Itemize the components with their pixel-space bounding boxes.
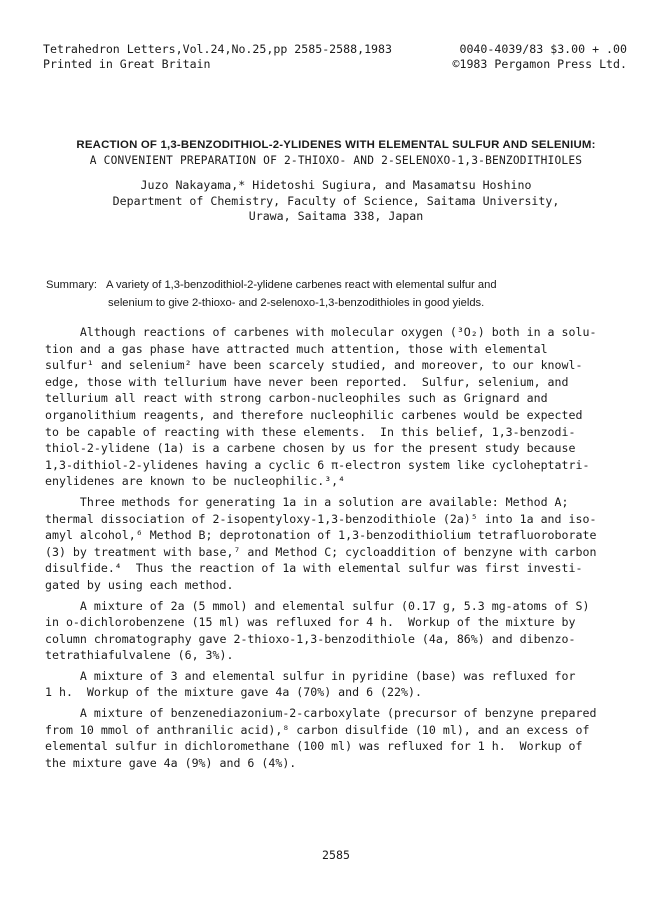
text-line: amyl alcohol,⁶ Method B; deprotonation of 1,3-benzodithiolium tetrafluoroborate — [45, 528, 597, 543]
page-number: 2585 — [322, 848, 350, 862]
text-line: edge, those with tellurium have never been reported. Sulfur, selenium, and — [45, 374, 569, 389]
paragraph — [45, 598, 635, 664]
text-line: Three methods for generating 1a in a solution are available: Method A; — [45, 494, 569, 509]
paragraph — [45, 705, 635, 771]
journal-citation: Tetrahedron Letters,Vol.24,No.25,pp 2585-2588,1983 — [43, 42, 393, 56]
paragraph — [45, 324, 635, 490]
text-line: tion and a gas phase have attracted much attention, those with elemental — [45, 341, 548, 356]
text-line: elemental sulfur in dichloromethane (100 ml) was refluxed for 1 h. Workup of — [45, 739, 583, 754]
text-line: to be capable of reacting with these elements. In this belief, 1,3-benzodi- — [45, 424, 576, 439]
journal-header — [43, 42, 627, 72]
summary — [46, 276, 646, 312]
title-line-1: REACTION OF 1,3-BENZODITHIOL-2-YLIDENES WITH ELEMENTAL SULFUR AND SELENIUM: — [76, 139, 596, 151]
printed-in: Printed in Great Britain — [43, 57, 211, 71]
text-line: the mixture gave 4a (9%) and 6 (4%). — [45, 755, 297, 770]
title-line-2: A CONVENIENT PREPARATION OF 2-THIOXO- AND 2-SELENOXO-1,3-BENZODITHIOLES — [89, 154, 583, 167]
text-line: organolithium reagents, and therefore nucleophilic carbenes would be expected — [45, 407, 583, 422]
text-line: A mixture of 2a (5 mmol) and elemental sulfur (0.17 g, 5.3 mg-atoms of S) — [45, 598, 590, 613]
affiliation-line-1: Department of Chemistry, Faculty of Science, Saitama University, — [112, 193, 560, 208]
text-line: tellurium all react with strong carbon-nucleophiles such as Grignard and — [45, 391, 548, 406]
text-line: 1 h. Workup of the mixture gave 4a (70%) and 6 (22%). — [45, 685, 422, 700]
text-line: column chromatography gave 2-thioxo-1,3-benzodithiole (4a, 86%) and dibenzo- — [45, 631, 576, 646]
paper-title — [0, 138, 672, 168]
text-line: (3) by treatment with base,⁷ and Method C; cycloaddition of benzyne with carbon — [45, 544, 597, 559]
author-block — [0, 178, 672, 225]
text-line: tetrathiafulvalene (6, 3%). — [45, 648, 234, 663]
text-line: sulfur¹ and selenium² have been scarcely studied, and moreover, to our knowl- — [45, 358, 583, 373]
summary-line-2: selenium to give 2-thioxo- and 2-selenoxo-1,3-benzodithioles in good yields. — [108, 297, 485, 309]
summary-line-1: A variety of 1,3-benzodithiol-2-ylidene carbenes react with elemental sulfur and — [106, 279, 497, 291]
text-line: enylidenes are known to be nucleophilic.³,⁴ — [45, 474, 346, 489]
authors: Juzo Nakayama,* Hidetoshi Sugiura, and Masamatsu Hoshino — [140, 178, 532, 192]
text-line: A mixture of benzenediazonium-2-carboxylate (precursor of benzyne prepared — [45, 706, 597, 721]
body-text — [45, 324, 635, 771]
text-line: from 10 mmol of anthranilic acid),⁸ carbon disulfide (10 ml), and an excess of — [45, 722, 590, 737]
header-row-1 — [43, 42, 627, 57]
text-line: Although reactions of carbenes with molecular oxygen (³O₂) both in a solu- — [45, 325, 597, 339]
text-line: thiol-2-ylidene (1a) is a carbene chosen by us for the present study because — [45, 441, 576, 456]
text-line: in o-dichlorobenzene (15 ml) was refluxed for 4 h. Workup of the mixture by — [45, 615, 576, 630]
summary-label: Summary: — [46, 279, 97, 291]
affiliation-line-2: Urawa, Saitama 338, Japan — [248, 209, 424, 223]
text-line: A mixture of 3 and elemental sulfur in pyridine (base) was refluxed for — [45, 668, 576, 683]
issn-price: 0040-4039/83 $3.00 + .00 — [459, 42, 627, 56]
text-line: disulfide.⁴ Thus the reaction of 1a with elemental sulfur was first investi- — [45, 561, 583, 576]
paragraph — [45, 668, 635, 701]
text-line: gated by using each method. — [45, 577, 234, 592]
header-row-2 — [43, 57, 627, 72]
copyright: ©1983 Pergamon Press Ltd. — [452, 57, 627, 71]
text-line: thermal dissociation of 2-isopentyloxy-1,3-benzodithiole (2a)⁵ into 1a and iso- — [45, 511, 597, 526]
text-line: 1,3-dithiol-2-ylidenes having a cyclic 6 π-electron system like cycloheptatri- — [45, 457, 590, 472]
paragraph — [45, 494, 635, 594]
